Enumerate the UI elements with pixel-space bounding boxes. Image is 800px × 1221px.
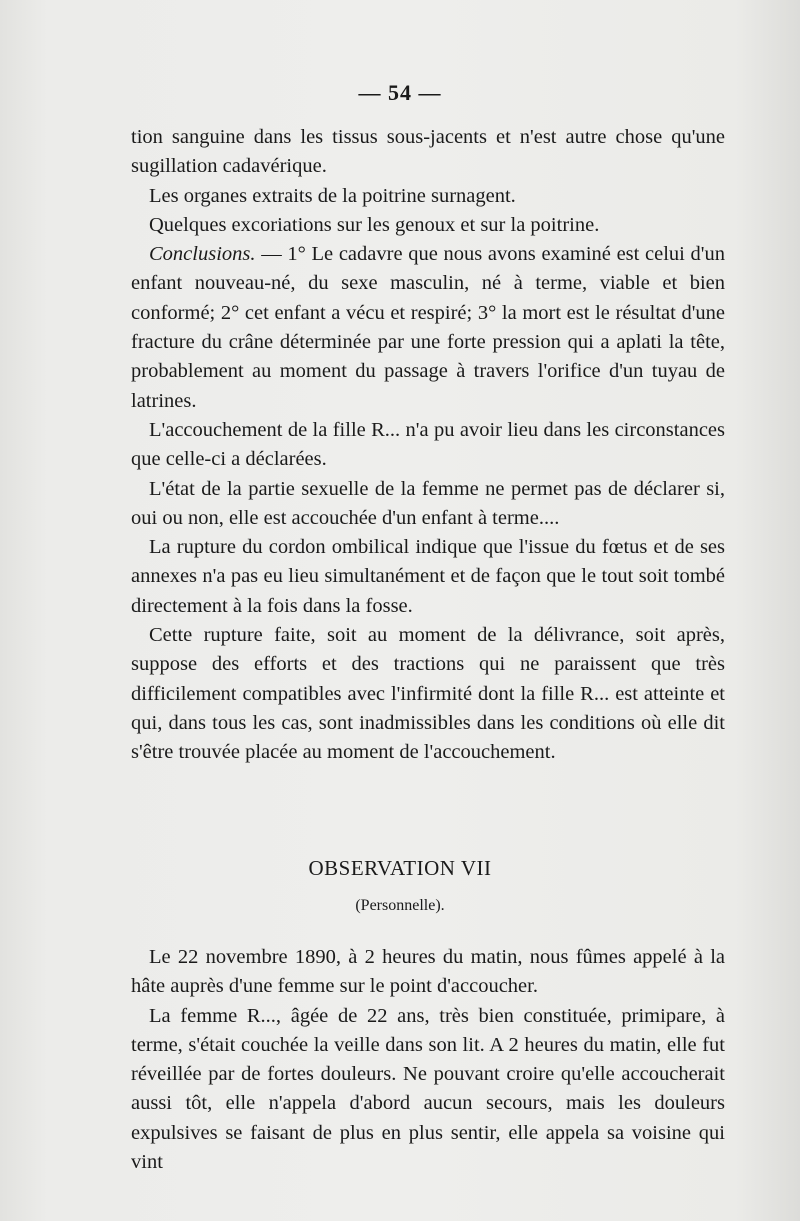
paragraph-conclusions (131, 240, 725, 416)
conclusions-text: — 1° Le cadavre que nous avons examiné est celui d'un enfant nouveau-né, du sexe masculin, né à terme, viable et bien conformé; 2° cet enfant a vécu et respiré; 3° la mort est le résultat d'une fracture du crâne déterminée par une forte pression qui a aplati la tête, probablement au moment du passage à travers l'orifice d'un tuyau de latrines. (131, 243, 725, 412)
page-number: — 54 — (358, 80, 442, 105)
paragraph-excoriations: Quelques excoriations sur les genoux et sur la poitrine. (149, 213, 600, 236)
section-title: OBSERVATION VII (308, 856, 492, 880)
paragraph-rupture-cordon: La rupture du cordon ombilical indique que l'issue du fœtus et de ses annexes n'a pas eu lieu simultanément et de façon que le tout soit tombé directement à la fois dans la fosse. (131, 536, 725, 617)
paragraph-rupture-faite: Cette rupture faite, soit au moment de la délivrance, soit après, suppose des efforts et des tractions qui ne paraissent que très difficilement compatibles avec l'infirmité dont la fille R... est atteinte et qui, dans tous les cas, sont inadmissibles dans les conditions où elle dit s'être trouvée placée au moment de l'accouchement. (131, 624, 725, 764)
paragraph-organes: Les organes extraits de la poitrine surnagent. (149, 184, 516, 207)
paragraph-etat: L'état de la partie sexuelle de la femme ne permet pas de déclarer si, oui ou non, elle est accouchée d'un enfant à terme.... (131, 477, 725, 529)
paragraph-date: Le 22 novembre 1890, à 2 heures du matin, nous fûmes appelé à la hâte auprès d'une femme sur le point d'accoucher. (131, 946, 725, 998)
paragraph-accouchement: L'accouchement de la fille R... n'a pu avoir lieu dans les circonstances que celle-ci a déclarées. (131, 418, 725, 471)
text-block-upper (131, 123, 725, 768)
paragraph-continuation: tion sanguine dans les tissus sous-jacents et n'est autre chose qu'une sugillation cadavérique. (131, 126, 725, 178)
paragraph-femme: La femme R..., âgée de 22 ans, très bien constituée, primipare, à terme, s'était couchée la veille dans son lit. A 2 heures du matin, elle fut réveillée par de fortes douleurs. Ne pouvant croire qu'elle accoucherait aussi tôt, elle n'appela d'abord aucun secours, mais les douleurs expulsives se faisant de plus en plus sentir, elle appela sa voisine qui vint (131, 1004, 725, 1174)
conclusions-label: Conclusions. (149, 243, 256, 266)
section-subtitle: (Personnelle). (355, 897, 445, 914)
text-block-lower (131, 943, 725, 1177)
